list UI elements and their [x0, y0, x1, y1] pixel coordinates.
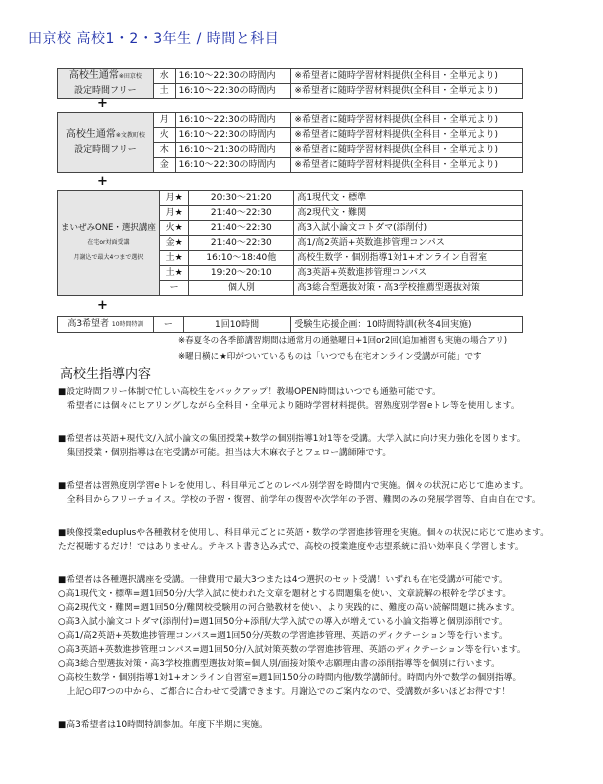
time-cell: 20:30〜21:20 — [189, 191, 294, 206]
group-1-label: 高校生通常※田京校 設定時間フリー — [58, 69, 154, 99]
schedule-note: ※春夏冬の各季節講習期間は通常月の通塾曜日+1回or2回(追加補習も実施の場合アリ) — [178, 336, 508, 346]
time-cell: 個人別 — [189, 281, 294, 296]
schedule-table-group-2 — [57, 112, 523, 173]
paragraph-line: ■希望者は英語+現代文/入試小論文の集団授業+数学の個別指導1対1等を受講。大学入試に向け実力強化を図ります。 — [58, 434, 526, 444]
paragraph-line: ■高3希望者は10時間特訓参加。年度下半期に実施。 — [58, 720, 268, 730]
time-cell: 21:40〜22:30 — [189, 206, 294, 221]
course-cell: 高1/高2英語+英数進捗管理コンパス — [294, 236, 523, 251]
course-cell: 高1現代文・標準 — [294, 191, 523, 206]
paragraph-line: ■設定時間フリー体制で忙しい高校生をバックアップ！教場OPEN時間はいつでも通塾可能です。 — [58, 387, 441, 397]
day-cell: 金★ — [159, 236, 188, 251]
day-cell: 金 — [153, 158, 175, 173]
time-cell: 16:10〜22:30の時間内 — [175, 84, 291, 99]
paragraph-line: ■希望者は習熟度別学習eトレを使用し、科目単元ごとのレベル別学習を時間内で実施。個々の状況に応じて進めます。 — [58, 481, 529, 491]
paragraph-line: ただ視聴するだけ！ではありません。テキスト書き込み式で、高校の授業進度や志望系統に沿い効率良く学習します。 — [58, 542, 524, 552]
time-cell: 1回10時間 — [183, 317, 291, 333]
paragraph-line: 全科目からフリーチョイス。学校の予習・復習、前学年の復習や次学年の予習、難関のみの発展学習等、自由自在です。 — [58, 495, 541, 505]
course-cell: 高2現代文・難関 — [294, 206, 523, 221]
day-cell: 月★ — [159, 191, 188, 206]
paragraph-line: ○高3入試小論文コトダマ(添削付)=週1回50分+添削/大学入試での導入が増えている小論文指導と個別添削です。 — [58, 617, 508, 627]
day-cell: ー — [153, 317, 183, 333]
time-cell: 21:40〜22:30 — [189, 221, 294, 236]
note-cell: ※希望者に随時学習材料提供(全科目・全単元より) — [291, 158, 523, 173]
course-cell: 高3総合型選抜対策・高3学校推薦型選抜対策 — [294, 281, 523, 296]
day-cell: 土★ — [159, 251, 188, 266]
plus-sign: + — [97, 298, 108, 313]
schedule-table-group-1 — [57, 68, 523, 99]
page-title: 田京校 高校1・2・3年生 / 時間と科目 — [28, 31, 280, 47]
day-cell: ー — [159, 281, 188, 296]
paragraph-line: ○高3総合型選抜対策・高3学校推薦型選抜対策=個人別/面接対策や志願理由書の添削指導等を個別に行います。 — [58, 659, 500, 669]
paragraph-line: ○高校生数学・個別指導1対1+オンライン自習室=週1回150分の時間内他/数学講師付。時間内外で数学の個別指導。 — [58, 673, 522, 683]
time-cell: 16:10〜22:30の時間内 — [175, 128, 291, 143]
paragraph-line: ○高1/高2英語+英数進捗管理コンパス=週1回50分/英数の学習進捗管理、英語のディクテーション等を行います。 — [58, 631, 508, 641]
day-cell: 月 — [153, 113, 175, 128]
time-cell: 16:10〜21:30の時間内 — [175, 143, 291, 158]
plus-sign: + — [97, 174, 108, 189]
paragraph-line: ○高1現代文・標準=週1回50分/大学入試に使われた文章を題材とする問題集を使い、文章読解の根幹を学びます。 — [58, 589, 512, 599]
time-cell: 16:10〜22:30の時間内 — [175, 158, 291, 173]
note-cell: ※希望者に随時学習材料提供(全科目・全単元より) — [291, 143, 523, 158]
paragraph-line: ○高3英語+英数進捗管理コンパス=週1回50分/入試対策英数の学習進捗管理、英語のディクテーション等を行います。 — [58, 645, 526, 655]
note-cell: ※希望者に随時学習材料提供(全科目・全単元より) — [291, 69, 523, 84]
schedule-note: ※曜日横に★印がついているものは「いつでも在宅オンライン受講が可能」です — [178, 352, 482, 362]
paragraph-line: 上記○印7つの中から、ご都合に合わせて受講できます。月謝込でのご案内なので、受講数が多いほどお得です！ — [58, 687, 511, 697]
schedule-table-group-3 — [57, 190, 523, 296]
course-cell: 高校生数学・個別指導1対1+オンライン自習室 — [294, 251, 523, 266]
plus-sign: + — [97, 96, 108, 111]
group-3-label: まいぜみONE・選択講座 在宅or対面受講 月謝込で最大4つまで選択 — [58, 191, 160, 296]
time-cell: 19:20〜20:10 — [189, 266, 294, 281]
day-cell: 土 — [153, 84, 175, 99]
time-cell: 16:10〜18:40他 — [189, 251, 294, 266]
day-cell: 月★ — [159, 206, 188, 221]
course-cell: 高3入試小論文コトダマ(添削付) — [294, 221, 523, 236]
paragraph-line: ■映像授業eduplusや各種教材を使用し、科目単元ごとに英語・数学の学習進捗管理を実施。個々の状況に応じて進めます。 — [58, 528, 550, 538]
schedule-table-group-4 — [57, 316, 523, 333]
course-cell: 高3英語+英数進捗管理コンパス — [294, 266, 523, 281]
day-cell: 木 — [153, 143, 175, 158]
day-cell: 土★ — [159, 266, 188, 281]
day-cell: 火 — [153, 128, 175, 143]
note-cell: 受験生応援企画：10時間特訓(秋冬4回実施) — [291, 317, 523, 333]
guidance-content — [58, 385, 588, 732]
paragraph-line: ■希望者は各種選択講座を受講。一律費用で最大3つまたは4つ選択のセット受講！いずれも在宅受講が可能です。 — [58, 575, 508, 585]
note-cell: ※希望者に随時学習材料提供(全科目・全単元より) — [291, 113, 523, 128]
group-4-label: 高3希望者 10時間特訓 — [58, 317, 154, 333]
paragraph-line: ○高2現代文・難関=週1回50分/難関校受験用の河合塾教材を使い、より実践的に、難度の高い読解問題に挑みます。 — [58, 603, 520, 613]
group-2-label: 高校生通常※文教町校 設定時間フリー — [58, 113, 154, 173]
note-cell: ※希望者に随時学習材料提供(全科目・全単元より) — [291, 128, 523, 143]
time-cell: 16:10〜22:30の時間内 — [175, 69, 291, 84]
note-cell: ※希望者に随時学習材料提供(全科目・全単元より) — [291, 84, 523, 99]
section-heading: 高校生指導内容 — [60, 367, 152, 382]
paragraph-line: 希望者には個々にヒアリングしながら全科目・全単元より随時学習材料提供。習熟度別学習eトレ等を使用します。 — [58, 401, 520, 411]
day-cell: 火★ — [159, 221, 188, 236]
day-cell: 水 — [153, 69, 175, 84]
paragraph-line: 集団授業・個別指導は在宅受講が可能。担当は大木麻衣子とフェロー講師陣です。 — [58, 448, 392, 458]
time-cell: 21:40〜22:30 — [189, 236, 294, 251]
time-cell: 16:10〜22:30の時間内 — [175, 113, 291, 128]
